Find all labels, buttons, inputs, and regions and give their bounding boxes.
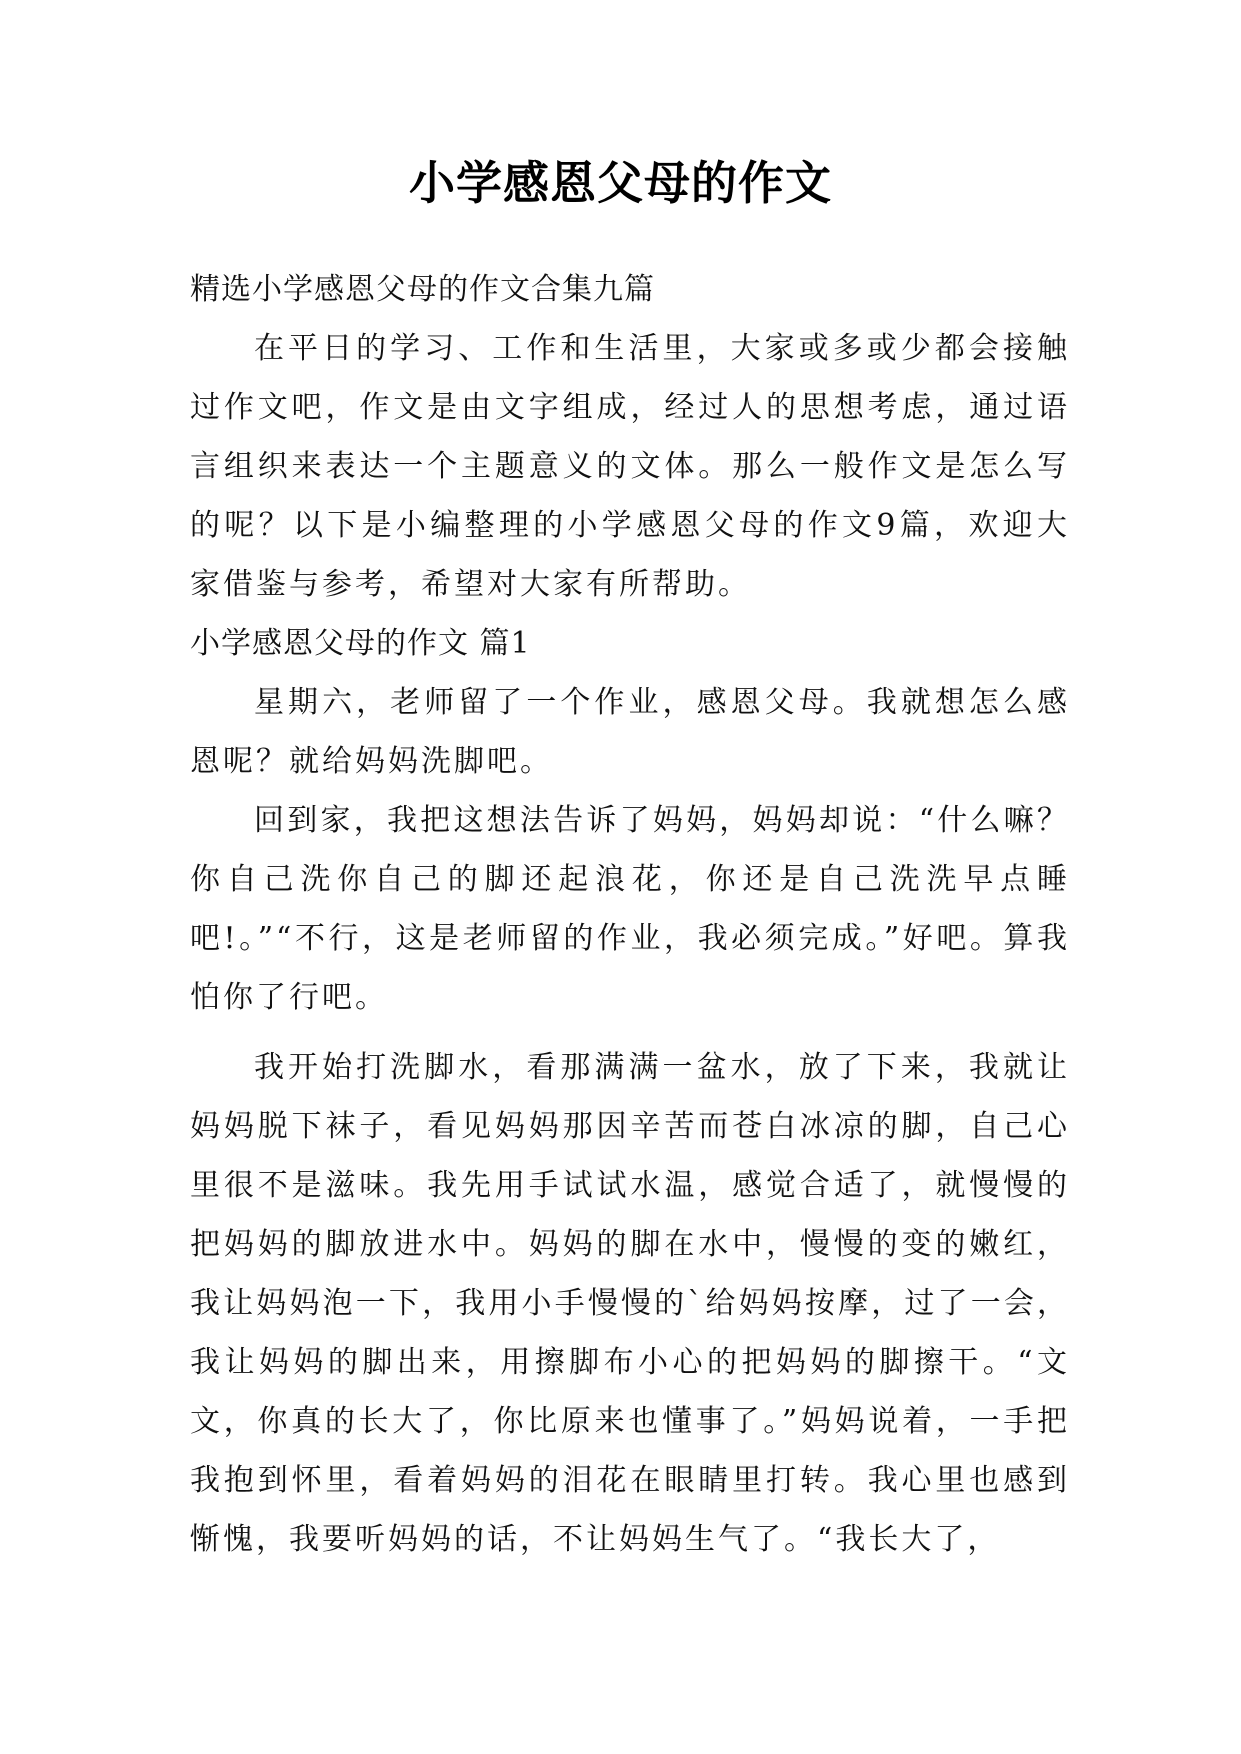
document-body bbox=[190, 260, 1070, 1569]
body-paragraph: 回到家，我把这想法告诉了妈妈，妈妈却说：“什么嘛？你自己洗你自己的脚还起浪花，你还是自己洗洗早点睡吧!。”“不行，这是老师留的作业，我必须完成。”好吧。算我怕你了行吧。 bbox=[190, 803, 1070, 1015]
collection-subtitle: 精选小学感恩父母的作文合集九篇 bbox=[190, 272, 655, 307]
body-paragraph: 我开始打洗脚水，看那满满一盆水，放了下来，我就让妈妈脱下袜子，看见妈妈那因辛苦而苍白冰凉的脚，自己心里很不是滋味。我先用手试试水温，感觉合适了，就慢慢的把妈妈的脚放进水中。妈妈的脚在水中，慢慢的变的嫩红，我让妈妈泡一下，我用小手慢慢的`给妈妈按摩，过了一会，我让妈妈的脚出来，用擦脚布小心的把妈妈的脚擦干。“文文，你真的长大了，你比原来也懂事了。”妈妈说着，一手把我抱到怀里，看着妈妈的泪花在眼睛里打转。我心里也感到惭愧，我要听妈妈的话，不让妈妈生气了。“我长大了， bbox=[190, 1050, 1070, 1557]
body-paragraph: 星期六，老师留了一个作业，感恩父母。我就想怎么感恩呢？就给妈妈洗脚吧。 bbox=[190, 685, 1070, 779]
document-title: 小学感恩父母的作文 bbox=[409, 156, 832, 210]
essay-heading: 小学感恩父母的作文 篇1 bbox=[190, 626, 531, 661]
intro-paragraph: 在平日的学习、工作和生活里，大家或多或少都会接触过作文吧，作文是由文字组成，经过人的思想考虑，通过语言组织来表达一个主题意义的文体。那么一般作文是怎么写的呢？以下是小编整理的小学感恩父母的作文9篇，欢迎大家借鉴与参考，希望对大家有所帮助。 bbox=[190, 331, 1070, 602]
